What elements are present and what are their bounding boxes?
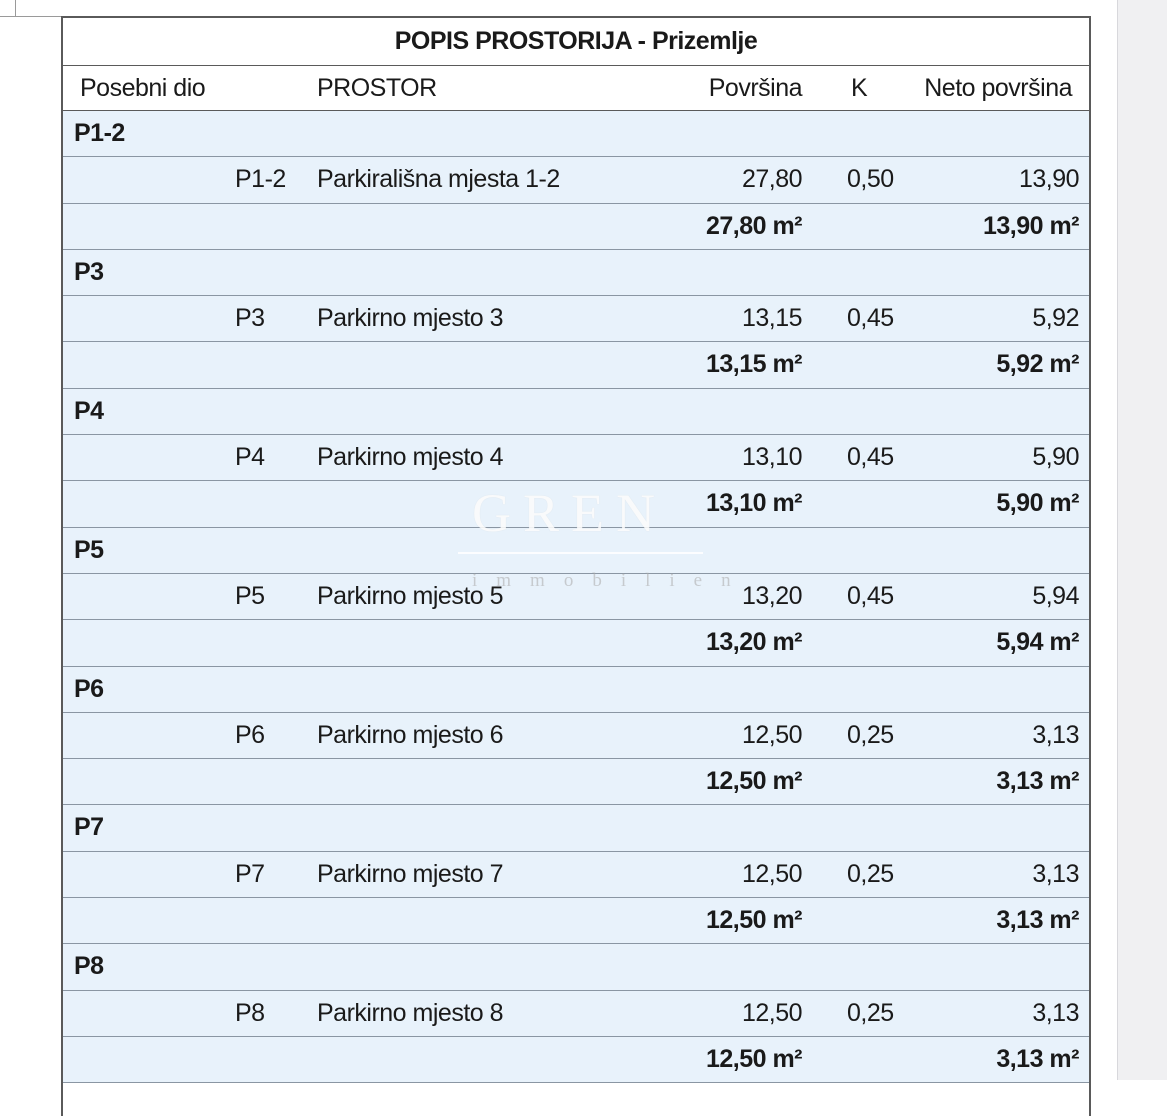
table-row xyxy=(63,713,1089,759)
space-area: 12,50 xyxy=(741,998,802,1027)
space-code: P6 xyxy=(235,720,265,749)
header-neto-povrsina: Neto površina xyxy=(924,74,1072,102)
space-area: 12,50 xyxy=(741,720,802,749)
group-label: P5 xyxy=(74,535,104,564)
subtotal-net-area: 3,13 m² xyxy=(996,767,1079,796)
table-title: POPIS PROSTORIJA - Prizemlje xyxy=(61,18,1091,66)
space-code: P3 xyxy=(235,304,265,333)
subtotal-net-area: 5,94 m² xyxy=(996,628,1079,657)
subtotal-net-area: 5,90 m² xyxy=(996,489,1079,518)
group-row xyxy=(63,528,1089,574)
subtotal-area: 27,80 m² xyxy=(705,211,802,240)
header-povrsina: Površina xyxy=(708,74,802,102)
watermark-brand: GREN xyxy=(472,483,667,543)
space-name: Parkirno mjesto 6 xyxy=(317,720,504,749)
space-area: 13,10 xyxy=(741,443,802,472)
subtotal-net-area: 5,92 m² xyxy=(996,350,1079,379)
watermark-subtitle: immobilien xyxy=(472,570,750,591)
subtotal-row xyxy=(63,759,1089,805)
group-label: P1-2 xyxy=(74,119,125,147)
group-row xyxy=(63,389,1089,435)
group-label: P3 xyxy=(74,257,104,286)
right-margin-strip xyxy=(1117,0,1167,1080)
subtotal-row xyxy=(63,204,1089,250)
group-row xyxy=(63,667,1089,713)
space-k: 0,25 xyxy=(847,720,894,749)
space-name: Parkirno mjesto 4 xyxy=(317,443,504,472)
subtotal-row xyxy=(63,620,1089,666)
space-k: 0,25 xyxy=(847,859,894,888)
space-net-area: 13,90 xyxy=(1018,165,1079,194)
space-net-area: 5,94 xyxy=(1032,581,1079,610)
group-label: P4 xyxy=(74,396,104,425)
subtotal-row xyxy=(63,898,1089,944)
space-code: P1-2 xyxy=(235,165,286,194)
space-code: P4 xyxy=(235,443,265,472)
page-top-rule xyxy=(0,16,62,17)
subtotal-area: 12,50 m² xyxy=(705,1044,802,1073)
header-k: K xyxy=(851,74,868,102)
page-corner-mark xyxy=(0,0,16,16)
group-label: P8 xyxy=(74,952,104,981)
group-label: P7 xyxy=(74,813,104,842)
subtotal-row xyxy=(63,1037,1089,1083)
header-posebni-dio: Posebni dio xyxy=(80,74,206,102)
group-label: P6 xyxy=(74,674,104,703)
table-row xyxy=(63,435,1089,481)
table-row xyxy=(63,296,1089,342)
space-code: P7 xyxy=(235,859,265,888)
space-area: 13,20 xyxy=(741,581,802,610)
space-area: 12,50 xyxy=(741,859,802,888)
space-net-area: 3,13 xyxy=(1032,998,1079,1027)
space-name: Parkirno mjesto 3 xyxy=(317,304,504,333)
space-k: 0,25 xyxy=(847,998,894,1027)
group-row xyxy=(63,250,1089,296)
table-row xyxy=(63,991,1089,1037)
subtotal-area: 12,50 m² xyxy=(705,906,802,935)
space-name: Parkirno mjesto 5 xyxy=(317,581,504,610)
space-code: P5 xyxy=(235,581,265,610)
subtotal-area: 12,50 m² xyxy=(705,767,802,796)
space-area: 13,15 xyxy=(741,304,802,333)
space-name: Parkirno mjesto 8 xyxy=(317,998,504,1027)
space-net-area: 5,90 xyxy=(1032,443,1079,472)
space-name: Parkirališna mjesta 1-2 xyxy=(317,165,560,194)
subtotal-net-area: 13,90 m² xyxy=(982,211,1079,240)
space-k: 0,45 xyxy=(847,581,894,610)
subtotal-row xyxy=(63,481,1089,527)
right-margin-divider xyxy=(1117,0,1118,1080)
subtotal-net-area: 3,13 m² xyxy=(996,1044,1079,1073)
space-area: 27,80 xyxy=(741,165,802,194)
table-row xyxy=(63,157,1089,203)
space-net-area: 3,13 xyxy=(1032,720,1079,749)
space-net-area: 5,92 xyxy=(1032,304,1079,333)
space-code: P8 xyxy=(235,998,265,1027)
header-prostor: PROSTOR xyxy=(317,74,437,102)
group-row xyxy=(63,111,1089,157)
subtotal-row xyxy=(63,342,1089,388)
table-row xyxy=(63,852,1089,898)
table-row xyxy=(63,574,1089,620)
space-k: 0,50 xyxy=(847,165,894,194)
group-row xyxy=(63,805,1089,851)
table-header-row xyxy=(63,66,1089,111)
subtotal-area: 13,15 m² xyxy=(705,350,802,379)
group-row xyxy=(63,944,1089,990)
space-k: 0,45 xyxy=(847,443,894,472)
subtotal-area: 13,10 m² xyxy=(705,489,802,518)
space-net-area: 3,13 xyxy=(1032,859,1079,888)
space-k: 0,45 xyxy=(847,304,894,333)
table-body xyxy=(63,111,1089,1083)
subtotal-area: 13,20 m² xyxy=(705,628,802,657)
subtotal-net-area: 3,13 m² xyxy=(996,906,1079,935)
space-name: Parkirno mjesto 7 xyxy=(317,859,504,888)
